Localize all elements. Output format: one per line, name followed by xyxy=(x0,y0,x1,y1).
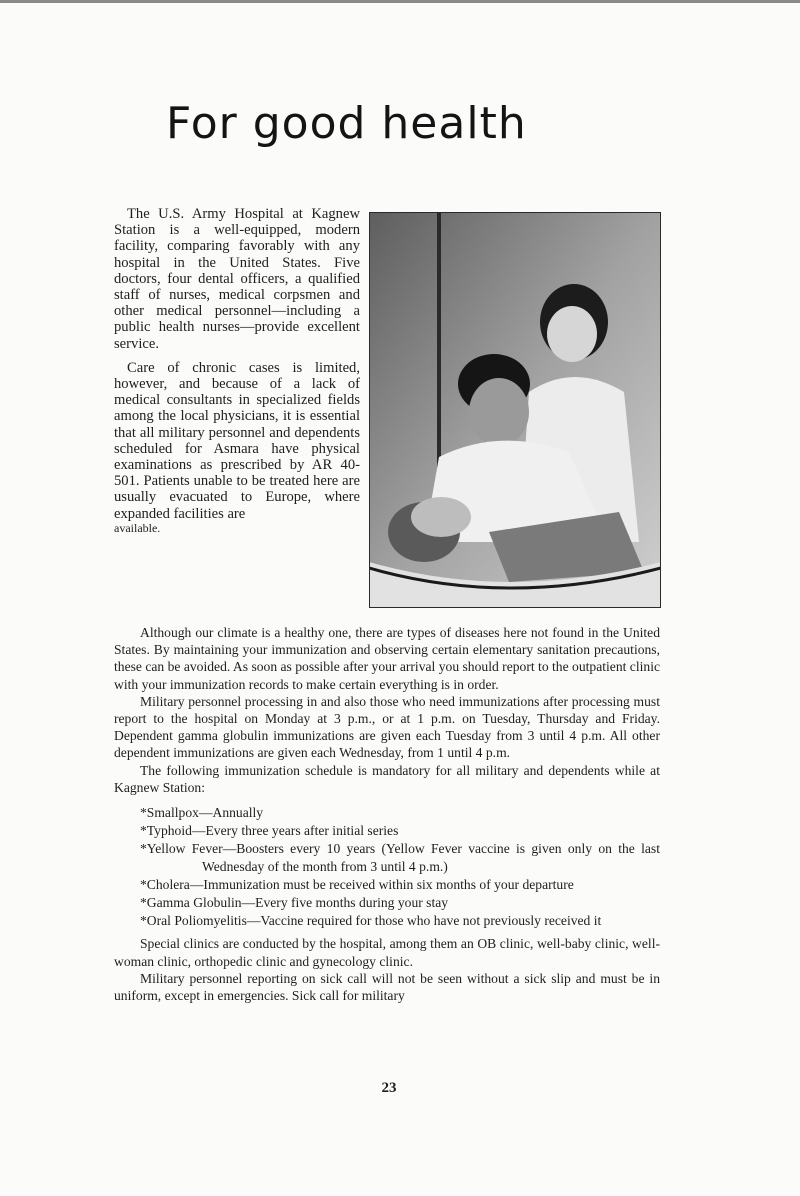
schedule-item: *Yellow Fever—Boosters every 10 years (Yellow Fever vaccine is given only on the last Wednesday of the month from 3 until 4 p.m.) xyxy=(140,841,660,874)
dentist-photo-illustration xyxy=(369,212,661,608)
body-paragraph: The following immunization schedule is mandatory for all military and dependents while at Kagnew Station: xyxy=(114,762,660,795)
page-number: 23 xyxy=(381,1080,397,1096)
page-title: For good health xyxy=(166,98,527,149)
hospital-photo xyxy=(369,212,661,608)
body-paragraph: Although our climate is a healthy one, there are types of diseases here not found in the United States. By maintaining your immunization and observing certain elementary sanitation precautions, these can be avoided. As soon as possible after your arrival you should report to the outpatient clinic with your immunization records to make certain everything is in order. xyxy=(114,625,660,692)
body-text xyxy=(114,624,660,1004)
intro-tail: available. xyxy=(114,520,161,535)
intro-paragraph: Care of chronic cases is limited, however, and because of a lack of medical consultants in specialized fields among the local physicians, it is essential that all military personnel and dependents scheduled for Asmara have physical examinations as prescribed by AR 40-501. Patients unable to be treated here are usually evacuated to Europe, where expanded facilities are xyxy=(114,359,360,522)
schedule-item: *Typhoid—Every three years after initial series xyxy=(140,823,399,839)
immunization-schedule xyxy=(114,804,660,929)
schedule-item: *Smallpox—Annually xyxy=(140,805,264,821)
schedule-item: *Cholera—Immunization must be received within six months of your departure xyxy=(140,876,574,892)
intro-column xyxy=(114,206,360,534)
body-paragraph: Military personnel processing in and also those who need immunizations after processing must report to the hospital on Monday at 3 p.m., or at 1 p.m. on Tuesday, Thursday and Friday. Dependent gamma globulin immunizations are given each Tuesday from 3 until 4 p.m. All other dependent immunizations are given each Wednesday, from 1 until 4 p.m. xyxy=(114,693,660,761)
schedule-item: *Oral Poliomyelitis—Vaccine required for those who have not previously received it xyxy=(140,913,602,929)
intro-paragraph: The U.S. Army Hospital at Kagnew Station is a well-equipped, modern facility, comparing favorably with any hospital in the United States. Five doctors, four dental officers, a qualified staff of nurses, medical corpsmen and other medical personnel—including a public health nurses—provide excellent service. xyxy=(114,206,360,352)
body-paragraph: Special clinics are conducted by the hospital, among them an OB clinic, well-baby clinic, well-woman clinic, orthopedic clinic and gynecology clinic. xyxy=(114,936,660,969)
schedule-item: *Gamma Globulin—Every five months during your stay xyxy=(140,895,449,911)
body-paragraph: Military personnel reporting on sick call will not be seen without a sick slip and must be in uniform, except in emergencies. Sick call for military xyxy=(114,970,660,1004)
top-rule xyxy=(0,0,800,3)
